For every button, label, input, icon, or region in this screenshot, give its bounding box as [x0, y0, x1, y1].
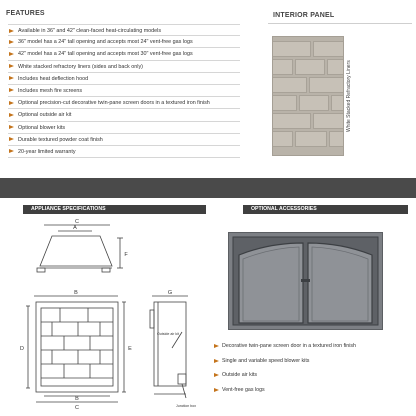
specifications-section	[0, 198, 416, 416]
dim-label-e: E	[128, 346, 132, 352]
feature-item: Optional blower kits	[8, 122, 240, 134]
dim-label-b-bottom: B	[75, 396, 79, 402]
outside-air-kit-label: Outside air kit	[157, 332, 179, 336]
arrow-bullet-icon	[9, 76, 14, 80]
optional-accessories-heading: OPTIONAL ACCESSORIES	[243, 205, 408, 214]
feature-item: Optional outside air kit	[8, 109, 240, 121]
screen-door-image	[228, 232, 383, 330]
accessories-list	[213, 339, 356, 397]
feature-item: 36" model has a 24" tall opening and accepts most 24" vent-free gas logs	[8, 36, 240, 48]
features-list	[8, 24, 240, 158]
feature-item: 20-year limited warranty	[8, 146, 240, 158]
feature-item: Optional precision-cut decorative twin-pane screen doors in a textured iron finish	[8, 97, 240, 109]
appliance-diagram	[0, 198, 212, 416]
accessory-item: Single and variable speed blower kits	[213, 354, 356, 369]
arrow-bullet-icon	[214, 388, 219, 392]
accessory-item: Outside air kits	[213, 368, 356, 383]
arrow-bullet-icon	[9, 137, 14, 141]
dim-label-c: C	[75, 219, 79, 225]
dim-label-a: A	[73, 225, 77, 231]
heading-rule	[268, 23, 412, 24]
arrow-bullet-icon	[9, 88, 14, 92]
appliance-specifications-heading: APPLIANCE SPECIFICATIONS	[23, 205, 206, 214]
arrow-bullet-icon	[9, 40, 14, 44]
arrow-bullet-icon	[9, 125, 14, 129]
feature-item: Durable textured powder coat finish	[8, 134, 240, 146]
feature-item: Includes heat deflection hood	[8, 73, 240, 85]
feature-item: Includes mesh fire screens	[8, 85, 240, 97]
junction-box-label: Junction box	[175, 404, 197, 408]
arrow-bullet-icon	[214, 344, 219, 348]
screen-door-illustration	[229, 233, 382, 329]
dim-label-b-top: B	[74, 290, 78, 296]
arrow-bullet-icon	[9, 101, 14, 105]
feature-item: 42" model has a 24" tall opening and accepts most 30" vent-free gas logs	[8, 48, 240, 60]
arrow-bullet-icon	[9, 52, 14, 56]
dim-label-f: F	[124, 252, 128, 258]
feature-item: Available in 36" and 42" clean-faced heat-circulating models	[8, 24, 240, 36]
features-heading: FEATURES	[6, 10, 45, 17]
accessory-item: Vent-free gas logs	[213, 383, 356, 398]
section-divider	[0, 178, 416, 198]
feature-item: White stacked refractory liners (sides and back only)	[8, 61, 240, 73]
dim-label-g: G	[167, 290, 173, 296]
arrow-bullet-icon	[214, 373, 219, 377]
arrow-bullet-icon	[9, 29, 14, 33]
arrow-bullet-icon	[214, 359, 219, 363]
accessory-item: Decorative twin-pane screen door in a textured iron finish	[213, 339, 356, 354]
arrow-bullet-icon	[9, 113, 14, 117]
dim-label-d: D	[20, 346, 24, 352]
features-section	[0, 0, 416, 176]
refractory-liner-image	[272, 36, 344, 156]
arrow-bullet-icon	[9, 64, 14, 68]
interior-panel-caption: White Stacked Refractory Liners	[346, 60, 352, 132]
interior-panel-heading: INTERIOR PANEL	[273, 12, 335, 19]
arrow-bullet-icon	[9, 149, 14, 153]
dim-label-c-bottom: C	[75, 405, 79, 411]
